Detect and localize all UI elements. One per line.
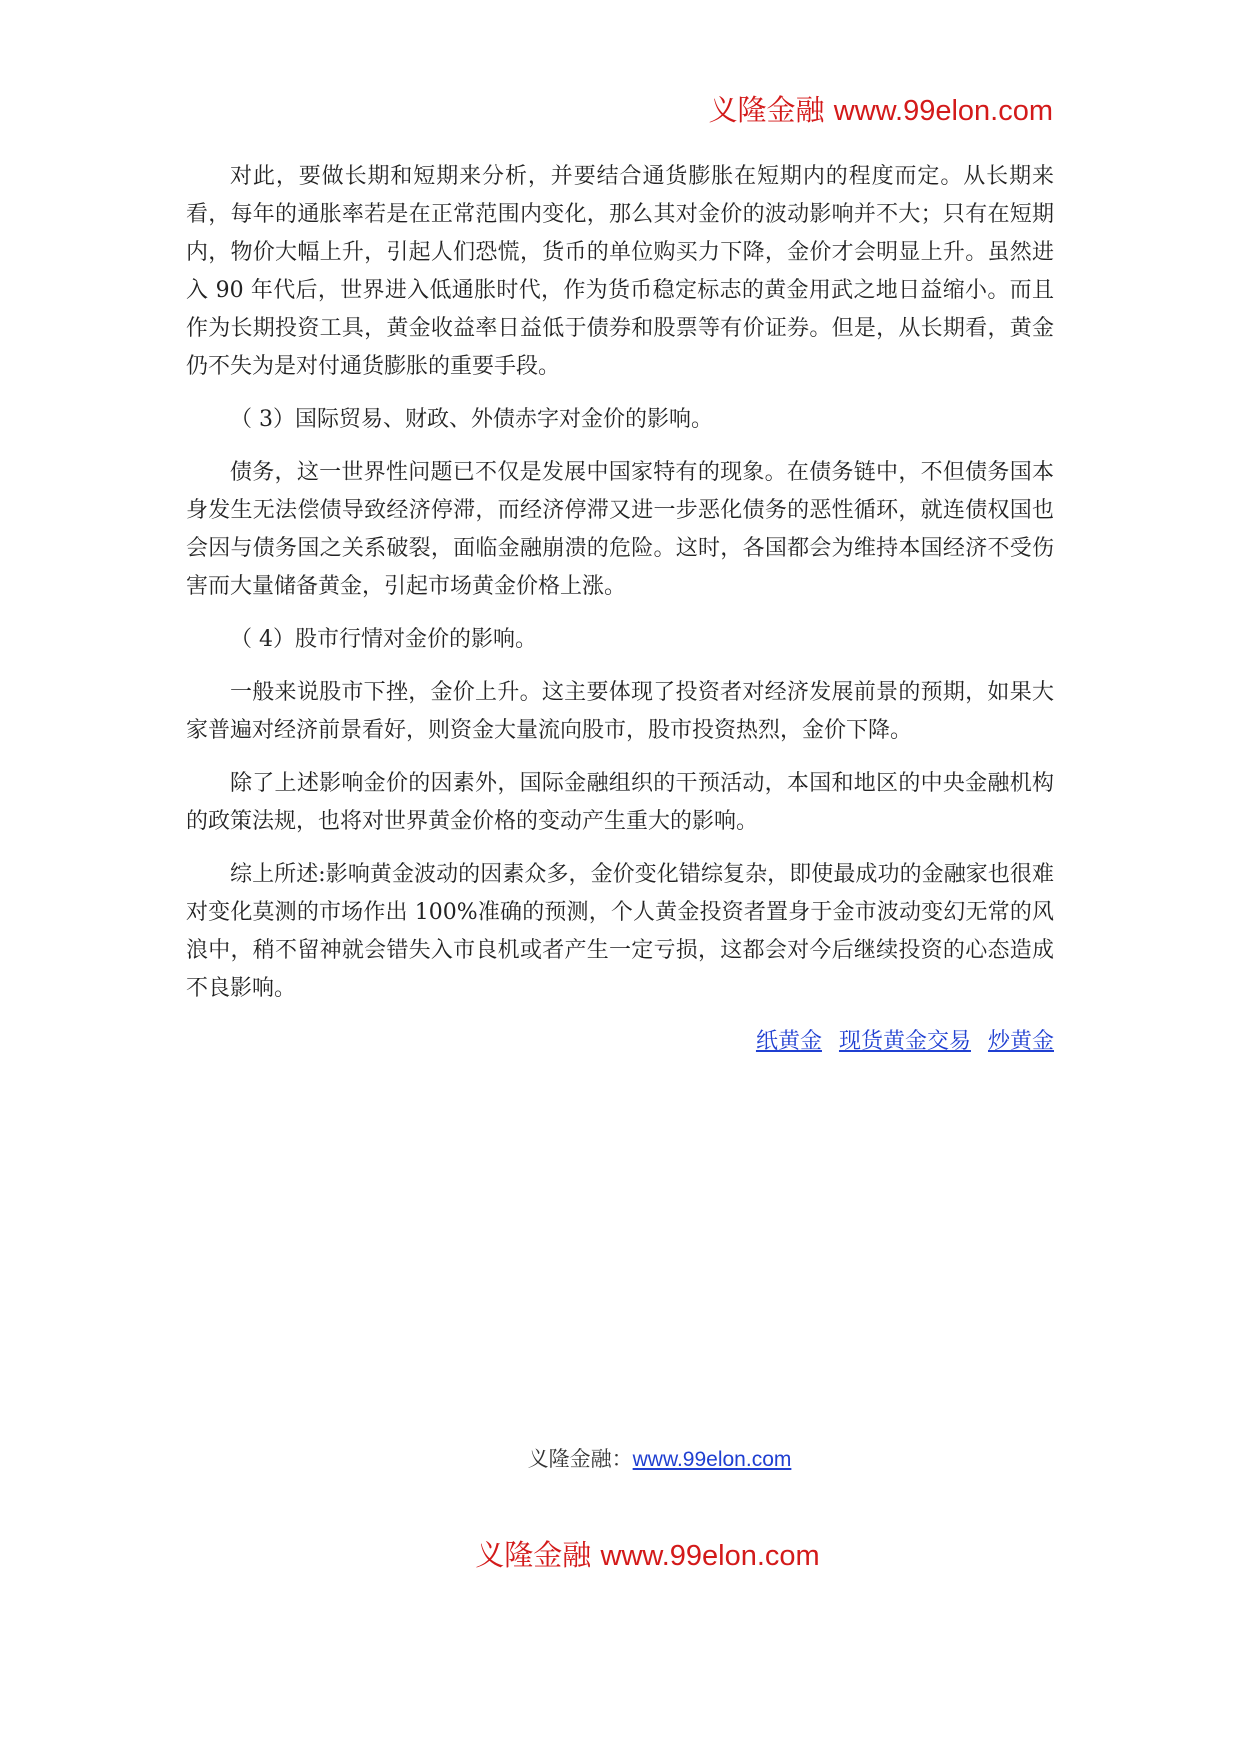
paragraph-summary: 综上所述:影响黄金波动的因素众多，金价变化错综复杂，即使最成功的金融家也很难对变化莫测的市场作出 100%准确的预测，个人黄金投资者置身于金市波动变幻无常的风浪中，稍不留神就会错失入市良机或者产生一定亏损，这都会对今后继续投资的心态造成不良影响。 xyxy=(186,862,1054,1001)
paragraph-inflation: 对此，要做长期和短期来分析，并要结合通货膨胀在短期内的程度而定。从长期来看，每年的通胀率若是在正常范围内变化，那么其对金价的波动影响并不大；只有在短期内，物价大幅上升，引起人们恐慌，货币的单位购买力下降，金价才会明显上升。虽然进入 90 年代后，世界进入低通胀时代，作为货币稳定标志的黄金用武之地日益缩小。而且作为长期投资工具，黄金收益率日益低于债券和股票等有价证券。但是，从长期看，黄金仍不失为是对付通货膨胀的重要手段。 xyxy=(186,164,1054,379)
article-body xyxy=(186,158,1054,1061)
footer-contact xyxy=(0,1443,1241,1473)
link-gold-speculation[interactable]: 炒黄金 xyxy=(987,1029,1054,1054)
heading-stock-market: （ 4）股市行情对金价的影响。 xyxy=(230,627,537,652)
footer-brand-url: www.99elon.com xyxy=(600,1540,820,1572)
footer-watermark xyxy=(0,1533,1241,1574)
header-watermark xyxy=(709,88,1053,129)
link-paper-gold[interactable]: 纸黄金 xyxy=(755,1029,822,1054)
paragraph-debt: 债务，这一世界性问题已不仅是发展中国家特有的现象。在债务链中，不但债务国本身发生无法偿债导致经济停滞，而经济停滞又进一步恶化债务的恶性循环，就连债权国也会因与债务国之关系破裂，面临金融崩溃的危险。这时，各国都会为维持本国经济不受伤害而大量储备黄金，引起市场黄金价格上涨。 xyxy=(186,460,1054,599)
footer-url-link[interactable]: www.99elon.com xyxy=(632,1448,792,1471)
header-brand-name: 义隆金融 xyxy=(708,93,825,127)
paragraph-stock-market: 一般来说股市下挫，金价上升。这主要体现了投资者对经济发展前景的预期，如果大家普遍对经济前景看好，则资金大量流向股市，股市投资热烈，金价下降。 xyxy=(186,680,1054,743)
paragraph-other-factors: 除了上述影响金价的因素外，国际金融组织的干预活动，本国和地区的中央金融机构的政策法规，也将对世界黄金价格的变动产生重大的影响。 xyxy=(186,771,1054,834)
related-links xyxy=(186,1023,1054,1061)
footer-label: 义隆金融： xyxy=(527,1447,633,1471)
footer-brand-name: 义隆金融 xyxy=(475,1538,592,1572)
header-brand-url: www.99elon.com xyxy=(833,95,1053,127)
heading-trade-deficit: （ 3）国际贸易、财政、外债赤字对金价的影响。 xyxy=(230,407,713,432)
link-spot-gold-trading[interactable]: 现货黄金交易 xyxy=(838,1029,971,1054)
